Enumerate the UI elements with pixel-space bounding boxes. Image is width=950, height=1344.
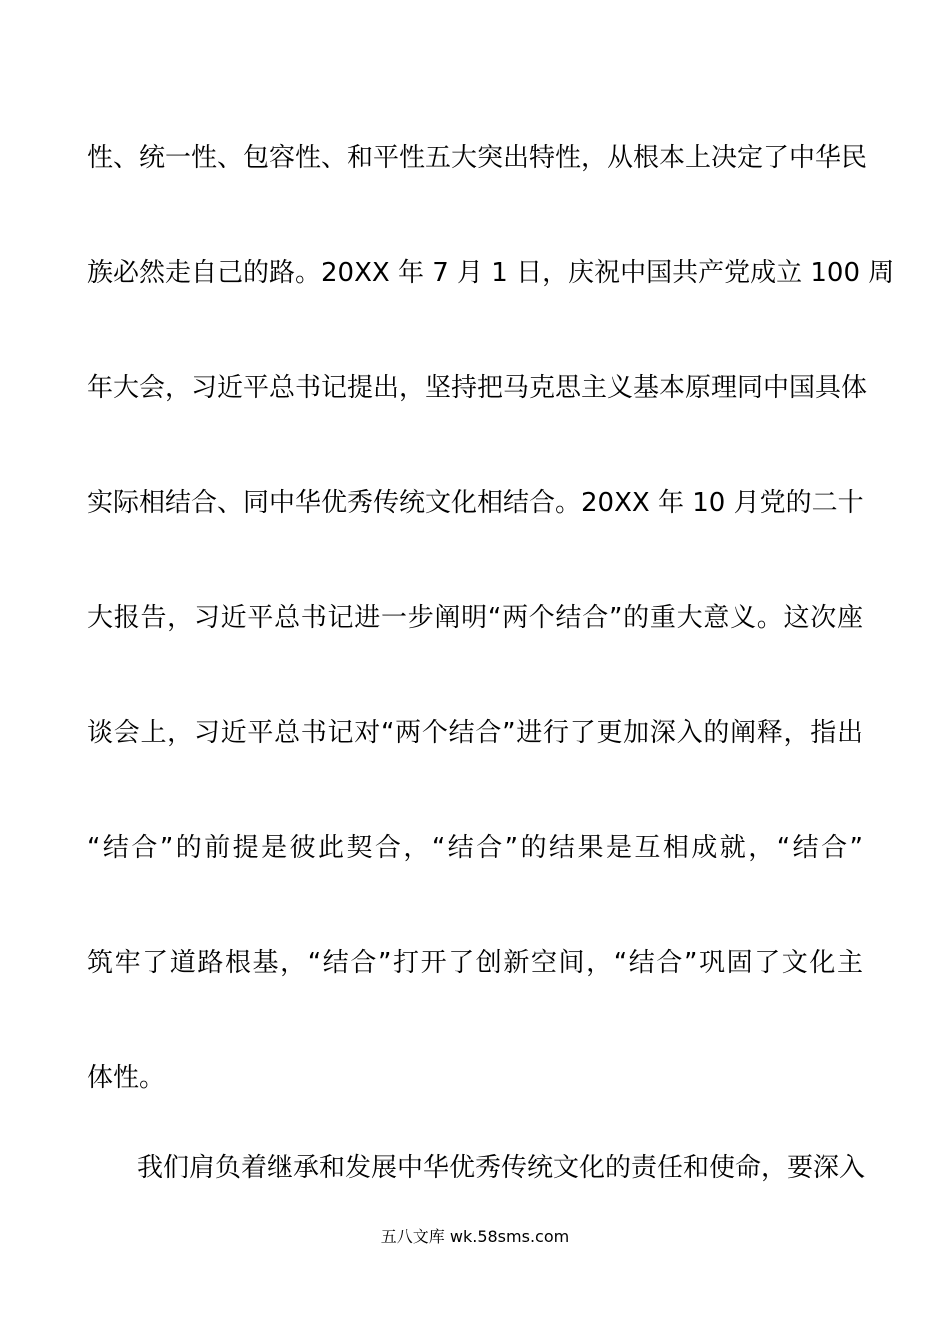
paragraph-line: 谈会上，习近平总书记对“两个结合”进行了更加深入的阐释，指出 <box>87 718 863 748</box>
paragraph-line: “结合”的前提是彼此契合，“结合”的结果是互相成就，“结合” <box>87 833 863 863</box>
paragraph-line: 筑牢了道路根基，“结合”打开了创新空间，“结合”巩固了文化主 <box>87 948 863 978</box>
paragraph-line: 实际相结合、同中华优秀传统文化相结合。20XX 年 10 月党的二十 <box>87 488 864 518</box>
paragraph-line: 族必然走自己的路。20XX 年 7 月 1 日，庆祝中国共产党成立 100 周 <box>87 258 895 288</box>
page-footer: 五八文库 wk.58sms.com <box>380 1227 570 1246</box>
paragraph-line: 性、统一性、包容性、和平性五大突出特性，从根本上决定了中华民 <box>87 143 868 173</box>
paragraph-line: 大报告，习近平总书记进一步阐明“两个结合”的重大意义。这次座 <box>87 603 863 633</box>
paragraph-line: 年大会，习近平总书记提出，坚持把马克思主义基本原理同中国具体 <box>87 373 868 403</box>
paragraph-first-line: 我们肩负着继承和发展中华优秀传统文化的责任和使命，要深入 <box>137 1153 866 1183</box>
paragraph-line-last: 体性。 <box>87 1063 166 1093</box>
